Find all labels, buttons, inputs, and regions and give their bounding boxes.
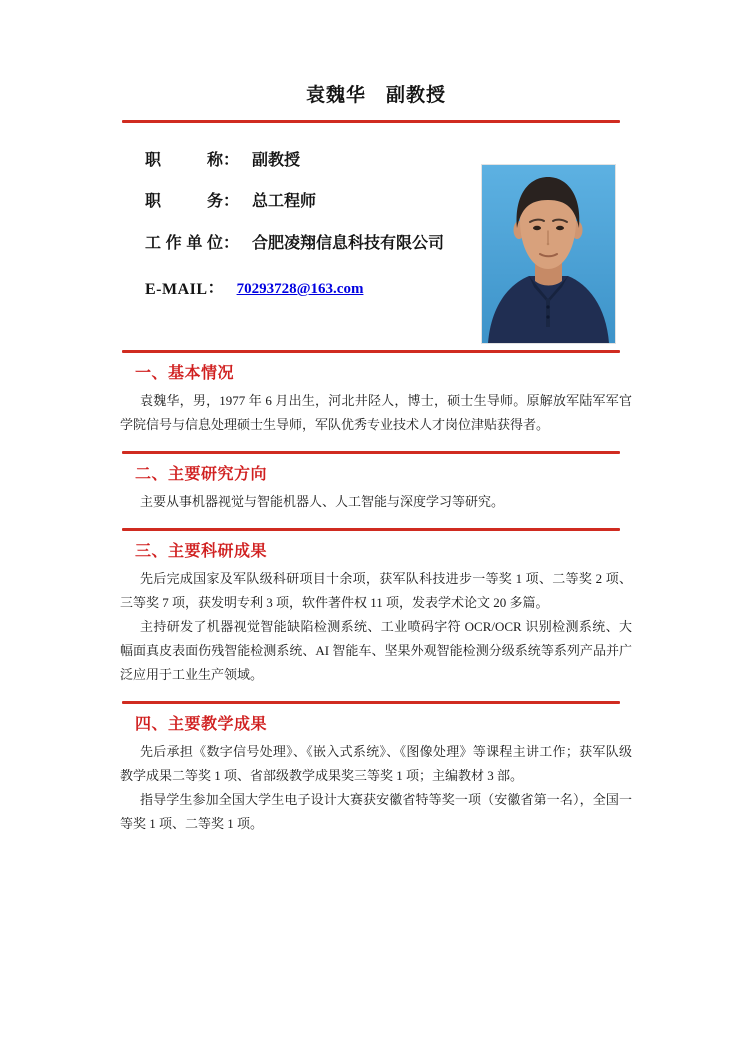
profile-info-block [120, 152, 632, 350]
section-research-achievements [120, 528, 632, 687]
paragraph: 袁魏华，男，1977 年 6 月出生，河北井陉人，博士，硕士生导师。原解放军陆军军官学院信号与信息处理硕士生导师，军队优秀专业技术人才岗位津贴获得者。 [120, 393, 632, 432]
section-divider [122, 350, 620, 353]
section-divider [122, 701, 620, 704]
field-colon: ： [223, 193, 240, 210]
field-label: E-MAIL [145, 281, 208, 298]
section-heading-1: 一、基本情况 [135, 365, 235, 382]
field-value: 合肥凌翔信息科技有限公司 [252, 235, 445, 252]
field-label: 职务 [145, 193, 223, 210]
section-heading-4: 四、主要教学成果 [135, 716, 268, 733]
portrait-photo-icon [482, 165, 615, 343]
field-label: 职称 [145, 152, 223, 169]
field-colon: ： [207, 280, 224, 297]
section-heading-2: 二、主要研究方向 [135, 466, 268, 483]
paragraph: 主要从事机器视觉与智能机器人、人工智能与深度学习等研究。 [140, 494, 505, 509]
paragraph: 指导学生参加全国大学生电子设计大赛获安徽省特等奖一项（安徽省第一名），全国一等奖 1 项、二等奖 1 项。 [120, 792, 632, 831]
section-divider [122, 451, 620, 454]
email-link[interactable]: 70293728@163.com [236, 281, 364, 297]
paragraph: 先后承担《数字信号处理》、《嵌入式系统》、《图像处理》等课程主讲工作；获军队级教学成果二等奖 1 项、省部级教学成果奖三等奖 1 项；主编教材 3 部。 [120, 744, 632, 783]
section-divider [122, 528, 620, 531]
paragraph: 先后完成国家及军队级科研项目十余项，获军队科技进步一等奖 1 项、二等奖 2 项、三等奖 7 项，获发明专利 3 项，软件著件权 11 项，发表学术论文 20 多篇。 [120, 571, 632, 610]
field-colon: ： [223, 235, 240, 252]
section-heading-3: 三、主要科研成果 [135, 543, 268, 560]
profile-photo [481, 164, 616, 344]
paragraph: 主持研发了机器视觉智能缺陷检测系统、工业喷码字符 OCR/OCR 识别检测系统、大幅面真皮表面伤残智能检测系统、AI 智能车、坚果外观智能检测分级系统等系列产品并广泛应用于工业生产领域。 [120, 619, 632, 682]
section-teaching-achievements [120, 701, 632, 836]
document-content [120, 0, 632, 836]
field-value: 副教授 [252, 152, 301, 169]
title-divider [122, 120, 620, 123]
section-research-directions [120, 451, 632, 514]
page-title: 袁魏华 副教授 [305, 85, 446, 106]
section-basic-info [120, 350, 632, 437]
field-value: 总工程师 [252, 193, 317, 210]
field-label: 工作单位 [145, 235, 223, 252]
field-colon: ： [223, 152, 240, 169]
